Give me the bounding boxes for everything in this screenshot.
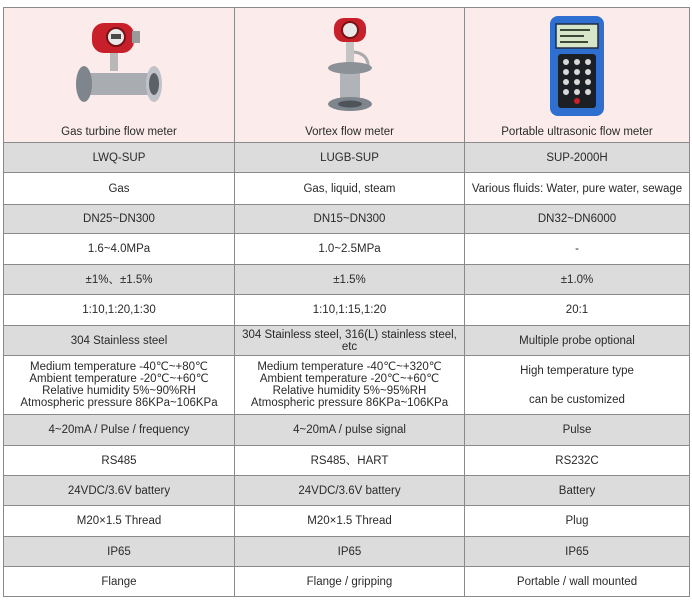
row-model [4, 143, 690, 173]
cell-installation: Flange / gripping [235, 567, 465, 597]
cell-protection: IP65 [235, 537, 465, 567]
vortex-meter-image [239, 11, 460, 125]
cell-medium: Gas, liquid, steam [235, 173, 465, 205]
cell-medium: Gas [4, 173, 235, 205]
cell-material: 304 Stainless steel, 316(L) stainless steel, etc [235, 326, 465, 356]
cell-connection: M20×1.5 Thread [235, 506, 465, 537]
product-name: Gas turbine flow meter [61, 126, 177, 138]
cell-pressure: 1.6~4.0MPa [4, 234, 235, 265]
cell-accuracy: ±1.0% [465, 265, 690, 295]
gas-turbine-meter-image [8, 11, 230, 125]
cell-material: 304 Stainless steel [4, 326, 235, 356]
cell-installation: Flange [4, 567, 235, 597]
cell-diameter: DN32~DN6000 [465, 205, 690, 234]
product-name: Portable ultrasonic flow meter [501, 126, 653, 138]
row-communication [4, 446, 690, 476]
cell-model: SUP-2000H [465, 143, 690, 173]
row-power [4, 476, 690, 506]
cell-range-ratio: 20:1 [465, 295, 690, 326]
comparison-table [3, 7, 690, 597]
cell-protection: IP65 [465, 537, 690, 567]
product-name: Vortex flow meter [305, 126, 394, 138]
cell-environment [4, 356, 235, 415]
env-line: Atmospheric pressure 86KPa~106KPa [20, 397, 218, 409]
cell-power: Battery [465, 476, 690, 506]
row-diameter [4, 205, 690, 234]
cell-communication: RS485 [4, 446, 235, 476]
cell-pressure: 1.0~2.5MPa [235, 234, 465, 265]
cell-output: 4~20mA / pulse signal [235, 415, 465, 446]
cell-diameter: DN15~DN300 [235, 205, 465, 234]
cell-range-ratio: 1:10,1:15,1:20 [235, 295, 465, 326]
cell-range-ratio: 1:10,1:20,1:30 [4, 295, 235, 326]
cell-power: 24VDC/3.6V battery [235, 476, 465, 506]
row-installation [4, 567, 690, 597]
row-environment [4, 356, 690, 415]
env-line: Relative humidity 5%~90%RH [42, 385, 196, 397]
env-line: can be customized [529, 394, 625, 406]
cell-material: Multiple probe optional [465, 326, 690, 356]
cell-output: Pulse [465, 415, 690, 446]
env-line: High temperature type [520, 365, 634, 377]
cell-model: LUGB-SUP [235, 143, 465, 173]
cell-model: LWQ-SUP [4, 143, 235, 173]
cell-communication: RS232C [465, 446, 690, 476]
env-line: Relative humidity 5%~95%RH [272, 385, 427, 397]
cell-output: 4~20mA / Pulse / frequency [4, 415, 235, 446]
cell-connection: Plug [465, 506, 690, 537]
env-line: Ambient temperature -20℃~+60℃ [29, 373, 209, 385]
cell-protection: IP65 [4, 537, 235, 567]
row-pressure [4, 234, 690, 265]
cell-environment [235, 356, 465, 415]
product-cell-vortex [235, 8, 465, 143]
cell-accuracy: ±1.5% [235, 265, 465, 295]
row-medium [4, 173, 690, 205]
env-line: Atmospheric pressure 86KPa~106KPa [250, 397, 449, 409]
cell-medium: Various fluids: Water, pure water, sewage [465, 173, 690, 205]
product-header-row [4, 8, 690, 143]
row-accuracy [4, 265, 690, 295]
row-material [4, 326, 690, 356]
cell-pressure: - [465, 234, 690, 265]
cell-environment [465, 356, 690, 415]
cell-connection: M20×1.5 Thread [4, 506, 235, 537]
row-output [4, 415, 690, 446]
cell-installation: Portable / wall mounted [465, 567, 690, 597]
product-cell-ultrasonic [465, 8, 690, 143]
row-connection [4, 506, 690, 537]
cell-diameter: DN25~DN300 [4, 205, 235, 234]
portable-ultrasonic-meter-image [469, 11, 685, 125]
cell-communication: RS485、HART [235, 446, 465, 476]
row-protection [4, 537, 690, 567]
env-line: Ambient temperature -20℃~+60℃ [259, 373, 440, 385]
env-line: Medium temperature -40℃~+320℃ [257, 361, 442, 373]
product-cell-gas-turbine [4, 8, 235, 143]
row-range-ratio [4, 295, 690, 326]
cell-power: 24VDC/3.6V battery [4, 476, 235, 506]
env-line: Medium temperature -40℃~+80℃ [30, 361, 208, 373]
cell-accuracy: ±1%、±1.5% [4, 265, 235, 295]
